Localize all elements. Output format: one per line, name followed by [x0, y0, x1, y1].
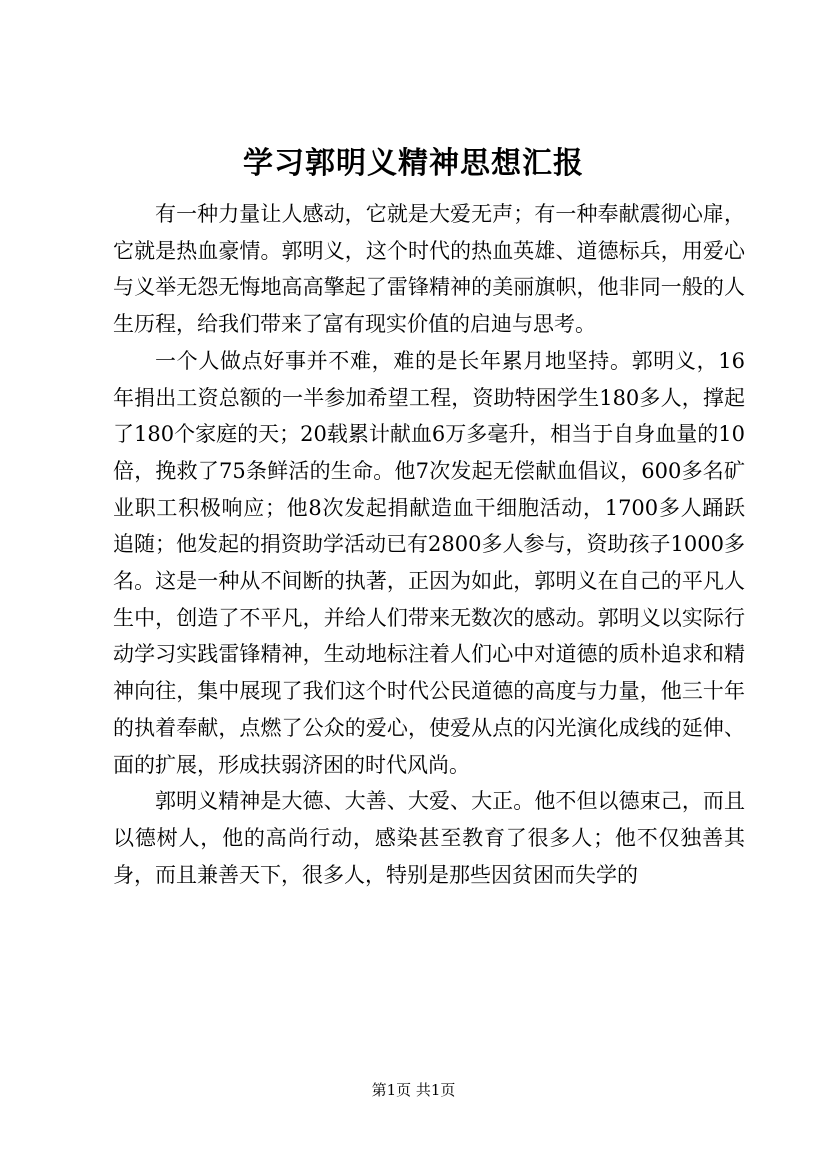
paragraph-3: 郭明义精神是大德、大善、大爱、大正。他不但以德束己，而且以德树人，他的高尚行动，感染甚至教育了很多人；他不仅独善其身，而且兼善天下，很多人，特别是那些因贫困而失学的	[113, 789, 745, 887]
document-title: 学习郭明义精神思想汇报	[243, 146, 584, 181]
page-footer: 第1页 共1页	[371, 1081, 456, 1099]
paragraph-2: 一个人做点好事并不难，难的是长年累月地坚持。郭明义，16年捐出工资总额的一半参加希望工程，资助特困学生180多人，撑起了180个家庭的天；20载累计献血6万多毫升，相当于自身血量的10倍，挽救了75条鲜活的生命。他7次发起无偿献血倡议，600多名矿业职工积极响应；他8次发起捐献造血干细胞活动，1700多人踊跃追随；他发起的捐资助学活动已有2800多人参与，资助孩子1000多名。这是一种从不间断的执著，正因为如此，郭明义在自己的平凡人生中，创造了不平凡，并给人们带来无数次的感动。郭明义以实际行动学习实践雷锋精神，生动地标注着人们心中对道德的质朴追求和精神向往，集中展现了我们这个时代公民道德的高度与力量，他三十年的执着奉献，点燃了公众的爱心，使爱从点的闪光演化成线的延伸、面的扩展，形成扶弱济困的时代风尚。	[113, 348, 745, 777]
document-body	[113, 196, 745, 893]
paragraph-1: 有一种力量让人感动，它就是大爱无声；有一种奉献震彻心扉，它就是热血豪情。郭明义，这个时代的热血英雄、道德标兵，用爱心与义举无怨无悔地高高擎起了雷锋精神的美丽旗帜，他非同一般的人生历程，给我们带来了富有现实价值的启迪与思考。	[113, 202, 745, 337]
